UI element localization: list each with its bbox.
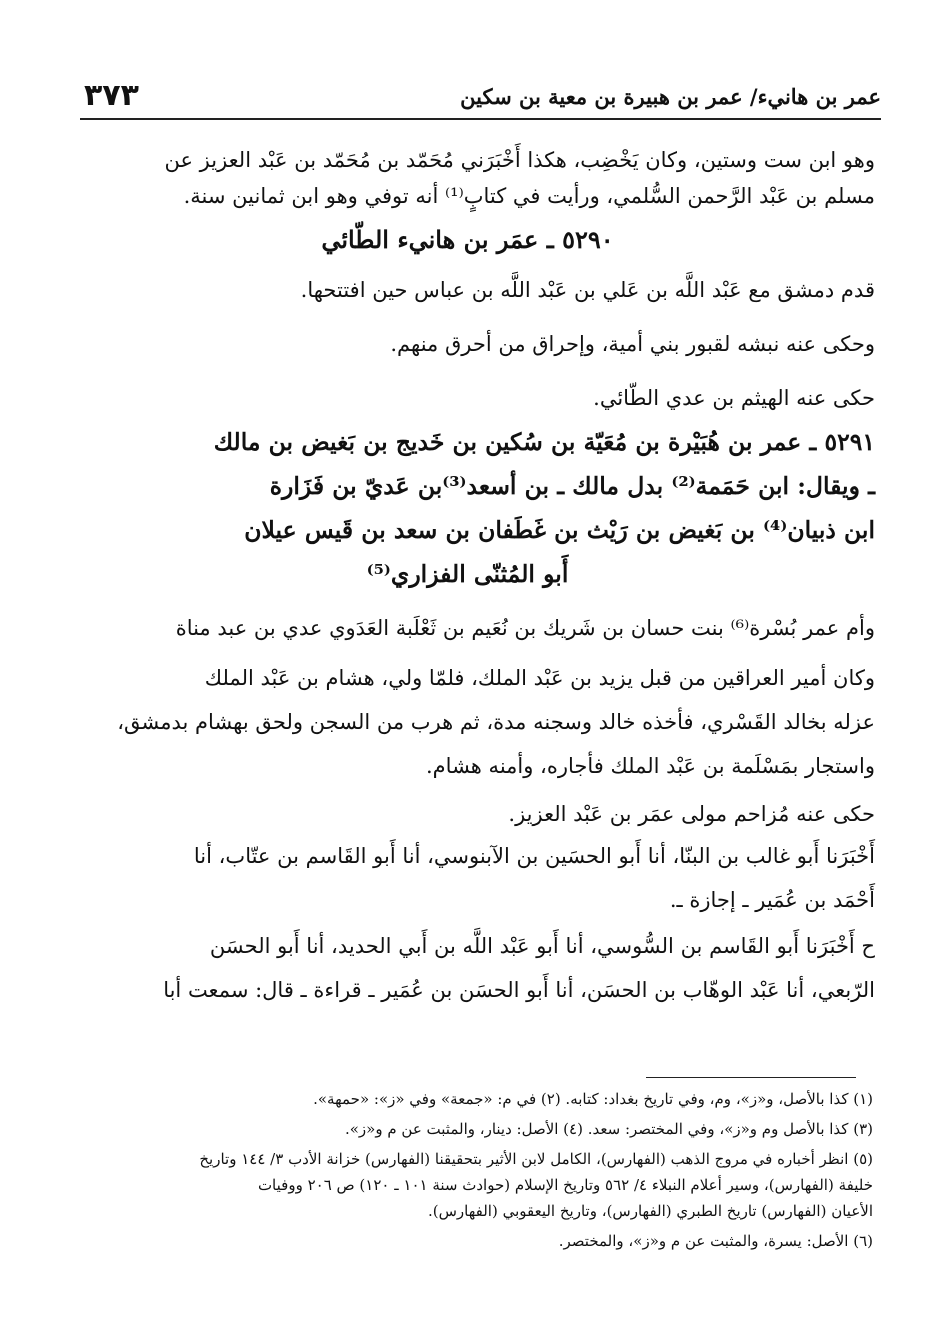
footnote-line: الأعيان (الفهارس) تاريخ الطبري (الفهارس)، وتاريخ اليعقوبي (الفهارس). [427,1202,873,1220]
entry-5291-title [60,420,875,596]
paragraph-line: عزله بخالد القَسْري، فأخذه خالد وسجنه مدة، ثم هرب من السجن ولحق بهشام بدمشق، [117,710,875,734]
entry-title-line: ٥٢٩١ ـ عمر بن هُبَيْرة بن مُعَيّة بن سُكين بن خَديج بن بَغيض بن مالك [213,428,875,456]
footnotes [60,1086,873,1254]
paragraph-line: مسلم بن عَبْد الرَّحمن السُّلمي، ورأيت في كتابٍ⁽¹⁾ أنه توفي وهو ابن ثمانين سنة. [183,184,875,208]
entry-title-line: ابن ذبيان⁽⁴⁾ بن بَغيض بن رَيْث بن غَطَفان بن سعد بن قَيس عيلان [244,516,875,544]
main-text [60,142,875,1008]
paragraph-line: أَحْمَد بن عُمَير ـ إجازة ـ. [669,888,875,912]
paragraph-line: ح أَخْبَرَنا أَبو القَاسم بن السُّوسي، أنا أَبو عَبْد اللَّه بن أَبي الحديد، أنا أَبو الحسَن [209,934,875,958]
footnote: (٥) انظر أخباره في مروج الذهب (الفهارس)، الكامل لابن الأثير بتحقيقنا (الفهارس) خزانة الأدب ٣/ ١٤٤ وتاريخ [199,1150,873,1168]
paragraph-line: أَخْبَرَنا أَبو غالب بن البنّا، أنا أَبو الحسَين بن الآبنوسي، أنا أَبو القَاسم بن عتّاب، أنا [193,844,875,868]
paragraph-line: الرّبعي، أنا عَبْد الوهّاب بن الحسَن، أنا أَبو الحسَن بن عُمَير ـ قراءة ـ قال: سمعت أبا [163,978,875,1002]
footnote: (٦) الأصل: يسرة، والمثبت عن م و«ز»، والمختصر. [558,1232,873,1250]
footnote-line: خليفة (الفهارس)، وسير أعلام النبلاء ٤/ ٥٦٢ وتاريخ الإسلام (حوادث سنة ١٠١ ـ ١٢٠) ص ٢٠٦ ووفيات [257,1176,873,1194]
page-number: ٣٧٣ [84,78,139,113]
paragraph: وأم عمر بُسْرة⁽⁶⁾ بنت حسان بن شَريك بن نُعَيم بن ثَعْلَبة العَدَوي عدي بن عبد مناة [175,616,875,640]
paragraph: حكى عنه مُزاحم مولى عمَر بن عَبْد العزيز. [508,802,875,826]
entry-5290-title: ٥٢٩٠ ـ عمَر بن هانيء الطّائي [321,225,614,254]
paragraph: قدم دمشق مع عَبْد اللَّه بن عَلي بن عَبْد اللَّه بن عباس حين افتتحها. [300,278,875,302]
running-header-title: عمر بن هانيء/ عمر بن هبيرة بن معية بن سكين [460,84,881,109]
paragraph-line: وهو ابن ست وستين، وكان يَخْضِب، هكذا أَخْبَرَني مُحَمّد بن مُحَمّد بن عَبْد العزيز عن [164,148,875,172]
footnote: (١) كذا بالأصل، و«ز»، وم، وفي تاريخ بغداد: كتابه. (٢) في م: «جمعة» وفي «ز»: «حمهة». [313,1090,873,1108]
entry-title-line: أَبو المُثنّى الفزاري⁽⁵⁾ [366,560,569,588]
paragraph-line: واستجار بمَسْلَمة بن عَبْد الملك فأجاره، وأمنه هشام. [426,754,875,778]
entry-title-line: ـ ويقال: ابن حَمَمة⁽²⁾ بدل مالك ـ بن أسعد⁽³⁾بن عَديّ بن فَزَارة [269,472,875,500]
running-header [80,78,881,120]
paragraph-line: وكان أمير العراقين من قبل يزيد بن عَبْد الملك، فلمّا ولي، هشام بن عَبْد الملك [204,666,875,690]
footnote-divider [646,1077,856,1078]
paragraph: وحكى عنه نبشه لقبور بني أمية، وإحراق من أحرق منهم. [390,332,875,356]
paragraph: حكى عنه الهيثم بن عدي الطّائي. [593,386,875,410]
footnote: (٣) كذا بالأصل وم و«ز»، وفي المختصر: سعد. (٤) الأصل: دينار، والمثبت عن م و«ز». [344,1120,873,1138]
